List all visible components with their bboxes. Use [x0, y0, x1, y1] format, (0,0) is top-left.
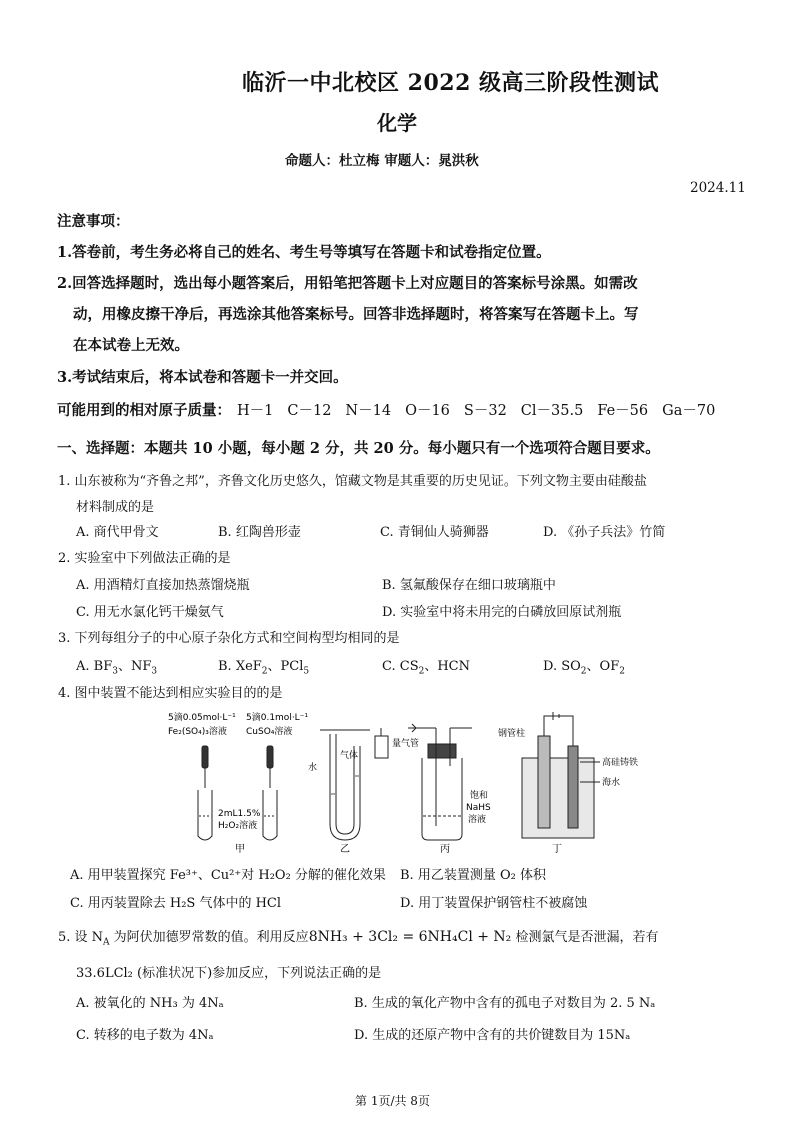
section-1-heading: 一、选择题：本题共 10 小题，每小题 2 分，共 20 分。每小题只有一个选项符合题目要求。 — [57, 440, 660, 457]
label-yi: 乙 — [340, 844, 350, 855]
jia-drop1-line2: Fe₂(SO₄)₃溶液 — [168, 727, 227, 737]
q1-option-b: B. 红陶兽形壶 — [218, 525, 301, 540]
q4-option-c: C. 用丙装置除去 H₂S 气体中的 HCl — [70, 896, 282, 911]
jia-drop2-line2: CuSO₄溶液 — [246, 727, 293, 737]
apparatus-ding — [522, 712, 600, 838]
q1-stem-line-1: 1. 山东被称为“齐鲁之邦”，齐鲁文化历史悠久，馆藏文物是其重要的历史见证。下列文物主要由硅酸盐 — [58, 474, 647, 489]
q5-option-a: A. 被氧化的 NH₃ 为 4Nₐ — [76, 996, 224, 1011]
jia-tube-line1: 2mL1.5% — [218, 809, 261, 819]
q5-option-c: C. 转移的电子数为 4Nₐ — [76, 1028, 214, 1043]
atomic-mass-cl: Cl－35.5 — [520, 403, 584, 419]
q4-figure — [160, 706, 640, 856]
bing-reagent-line3: 溶液 — [468, 815, 487, 825]
atomic-mass-h: H－1 — [237, 403, 274, 419]
atomic-mass-o: O－16 — [405, 403, 450, 419]
ding-sea-label: 海水 — [602, 778, 621, 788]
q2-option-d: D. 实验室中将未用完的白磷放回原试剂瓶 — [382, 605, 622, 620]
q5-option-d: D. 生成的还原产物中含有的共价键数目为 15Nₐ — [354, 1028, 631, 1043]
q4-option-a: A. 用甲装置探究 Fe³⁺、Cu²⁺对 H₂O₂ 分解的催化效果 — [70, 868, 386, 883]
q3-option-d: D. $SO_2$、$OF_2$ — [543, 659, 625, 677]
q4-option-b: B. 用乙装置测量 O₂ 体积 — [400, 868, 546, 883]
q3-stem: 3. 下列每组分子的中心原子杂化方式和空间构型均相同的是 — [58, 631, 400, 646]
atomic-mass-n: N－14 — [345, 403, 392, 419]
ding-steel-label: 钢管柱 — [498, 729, 526, 739]
atomic-mass-line — [57, 399, 729, 420]
yi-graduate-label: 量气管 — [392, 739, 420, 749]
authors-line: 命题人：杜立梅 审题人：晁洪秋 — [285, 153, 479, 169]
q1-stem-line-2: 材料制成的是 — [76, 500, 155, 515]
yi-gas-label: 气体 — [340, 751, 359, 761]
notice-item-2-line-1: 2.回答选择题时，选出每小题答案后，用铅笔把答题卡上对应题目的答案标号涂黑。如需改 — [57, 275, 638, 292]
q5-stem-line-2: 33.6LCl₂ (标准状况下)参加反应，下列说法正确的是 — [76, 966, 382, 981]
ding-iron-label: 高硅铸铁 — [602, 758, 639, 768]
yi-water-label: 水 — [308, 763, 318, 773]
q2-option-c: C. 用无水氯化钙干燥氨气 — [76, 605, 224, 620]
q1-option-c: C. 青铜仙人骑狮器 — [380, 525, 489, 540]
q1-option-d: D. 《孙子兵法》竹简 — [543, 525, 666, 540]
notice-item-3: 3.考试结束后，将本试卷和答题卡一并交回。 — [57, 369, 348, 386]
q1-option-a: A. 商代甲骨文 — [76, 525, 159, 540]
bing-reagent-line1: 饱和 — [470, 791, 489, 801]
atomic-mass-s: S－32 — [463, 403, 507, 419]
jia-drop2-line1: 5滴0.1mol·L⁻¹ — [246, 713, 309, 723]
notice-item-2-line-3: 在本试卷上无效。 — [73, 337, 189, 354]
q3-option-c: C. $CS_2$、HCN — [382, 659, 471, 677]
label-bing: 丙 — [440, 844, 450, 855]
notice-item-1: 1.答卷前，考生务必将自己的姓名、考生号等填写在答题卡和试卷指定位置。 — [57, 244, 551, 261]
q5-option-b: B. 生成的氧化产物中含有的孤电子对数目为 2. 5 Nₐ — [354, 996, 656, 1011]
jia-drop1-line1: 5滴0.05mol·L⁻¹ — [168, 713, 236, 723]
q4-stem: 4. 图中装置不能达到相应实验目的的是 — [58, 686, 283, 701]
label-jia: 甲 — [235, 844, 245, 855]
apparatus-yi — [320, 728, 388, 840]
page-title: 临沂一中北校区 2022 级高三阶段性测试 — [242, 70, 660, 96]
page-footer: 第 1页/共 8页 — [355, 1094, 430, 1108]
notice-heading: 注意事项： — [57, 213, 130, 230]
exam-date: 2024.11 — [690, 180, 746, 196]
atomic-mass-fe: Fe－56 — [597, 403, 649, 419]
jia-tube-line2: H₂O₂溶液 — [218, 821, 258, 831]
apparatus-diagram — [160, 706, 640, 856]
q3-option-a: A. $BF_3$、$NF_3$ — [76, 659, 158, 677]
q5-stem-line-1: 5. 设 $N_A$ 为阿伏加德罗常数的值。利用反应8NH₃ + 3Cl₂ = 6NH₄Cl + N₂ 检测氯气是否泄漏，若有 — [58, 929, 659, 948]
q2-stem: 2. 实验室中下列做法正确的是 — [58, 551, 231, 566]
q3-option-b: B. XeF$_2$、PCl$_5$ — [218, 659, 310, 677]
label-ding: 丁 — [552, 844, 562, 855]
notice-item-2-line-2: 动，用橡皮擦干净后，再选涂其他答案标号。回答非选择题时，将答案写在答题卡上。写 — [73, 306, 639, 323]
q5-equation: 8NH₃ + 3Cl₂ = 6NH₄Cl + N₂ — [308, 929, 512, 945]
atomic-mass-c: C－12 — [287, 403, 332, 419]
q2-option-a: A. 用酒精灯直接加热蒸馏烧瓶 — [76, 578, 250, 593]
q4-option-d: D. 用丁装置保护钢管柱不被腐蚀 — [400, 896, 588, 911]
atomic-mass-ga: Ga－70 — [662, 403, 716, 419]
atomic-mass-label: 可能用到的相对原子质量： — [57, 402, 231, 419]
subject-title: 化学 — [377, 111, 417, 135]
bing-reagent-line2: NaHS — [466, 803, 491, 813]
q2-option-b: B. 氢氟酸保存在细口玻璃瓶中 — [382, 578, 556, 593]
